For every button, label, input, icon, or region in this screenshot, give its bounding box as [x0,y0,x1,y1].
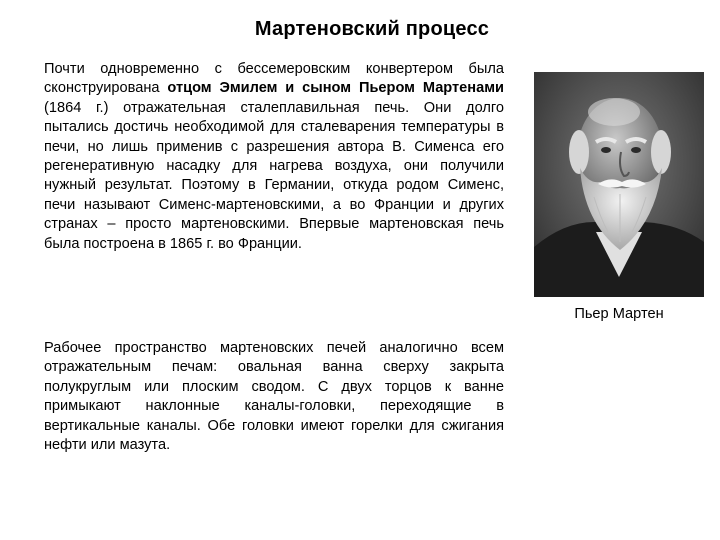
paragraph-history [44,60,504,254]
slide-title: Мартеновский процесс [254,18,490,40]
portrait-illustration [534,72,704,297]
portrait-photo [534,72,704,297]
paragraph-history-text-end: (1864 г.) отражательная сталеплавильная печь. Они долго пытались достичь необходимой для сталеварения температуры в печи, но лишь применив с разрешения автора В. Сименса его регенеративную насадку для нагрева воздуха, они получили нужный результат. Поэтому в Германии, откуда родом Сименс, печи называют Сименс-мартеновскими, а во Франции и других странах – просто мартеновскими. Впервые мартеновская печь была построена в 1865 г. во Франции. [44,99,504,252]
portrait-caption: Пьер Мартен [574,306,664,322]
paragraph-history-text-start: Почти одновременно с бессемеровским конвертером была сконструирована [44,61,504,97]
paragraph-furnace-description: Рабочее пространство мартеновских печей аналогично всем отражательным печам: овальная ванна сверху закрыта полукруглым или плоским сводом. С двух торцов к ванне примыкают наклонные каналы-головки, переходящие в вертикальные каналы. Обе головки имеют горелки для сжигания нефти или мазута. [44,340,504,454]
martin-names-highlight: отцом Эмилем и сыном Пьером Мартенами [167,80,504,97]
